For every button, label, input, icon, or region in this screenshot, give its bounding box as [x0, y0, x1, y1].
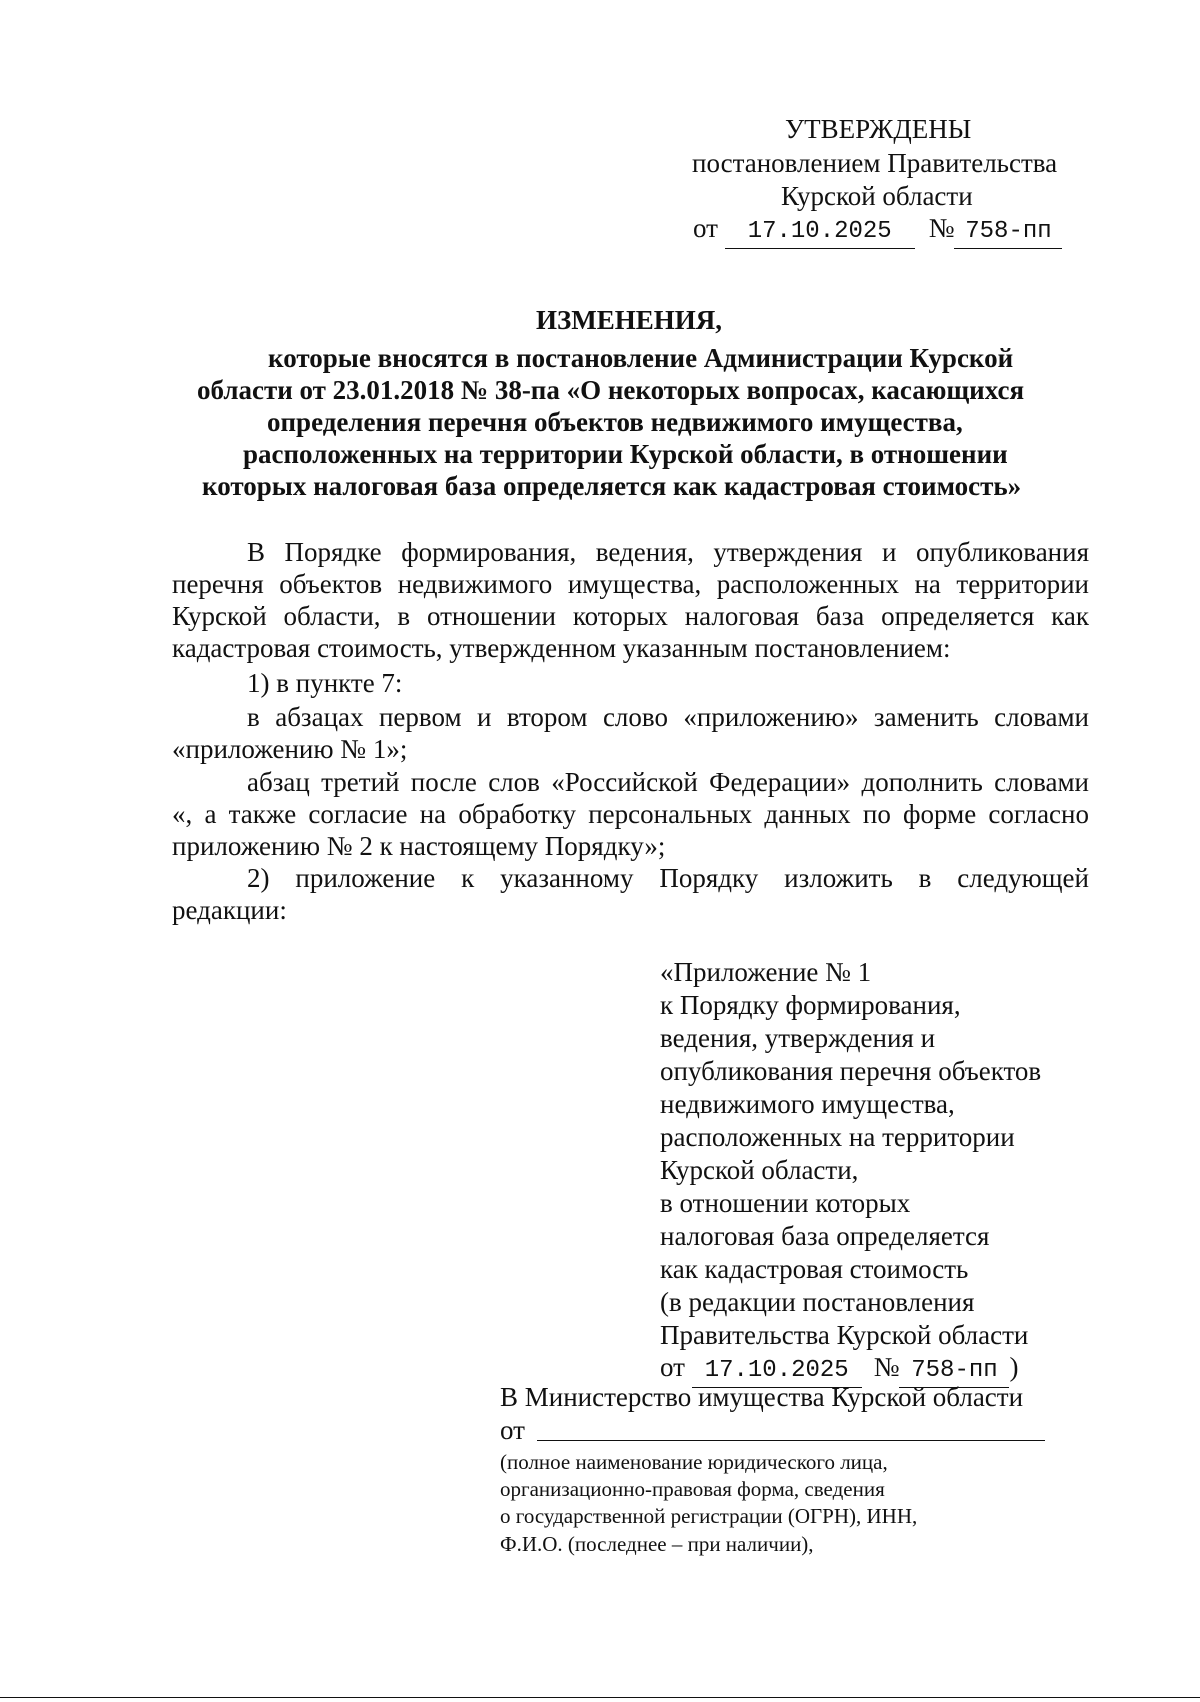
paragraph-line: В Порядке формирования, ведения, утверждения и опубликования — [247, 537, 1089, 567]
appendix-line: налоговая база определяется — [660, 1221, 990, 1251]
approval-number-prefix: № — [928, 213, 955, 243]
paragraph-line: кадастровая стоимость, утвержденном указанным постановлением: — [172, 633, 951, 663]
appendix-date-prefix: от — [660, 1352, 685, 1382]
appendix-close-paren: ) — [1009, 1352, 1019, 1382]
approval-number: 758-пп — [954, 216, 1062, 249]
paragraph-line: «приложению № 1»; — [172, 734, 408, 764]
title-line: которых налоговая база определяется как кадастровая стоимость» — [202, 471, 1022, 501]
appendix-line: расположенных на территории — [660, 1122, 1015, 1152]
appendix-line: в отношении которых — [660, 1188, 911, 1218]
appendix-date: 17.10.2025 — [692, 1355, 862, 1388]
appendix-line: как кадастровая стоимость — [660, 1254, 969, 1284]
paragraph-line: Курской области, в отношении которых налоговая база определяется как — [172, 601, 1089, 631]
appendix-line: опубликования перечня объектов — [660, 1056, 1042, 1086]
scan-edge-line — [0, 1697, 1200, 1698]
form-from-label: от — [500, 1415, 525, 1445]
title-line: которые вносятся в постановление Администрации Курской — [268, 343, 1014, 373]
form-hint-line: организационно-правовая форма, сведения — [500, 1477, 885, 1501]
form-hint-line: о государственной регистрации (ОГРН), ИНН, — [500, 1504, 918, 1528]
appendix-line: недвижимого имущества, — [660, 1089, 955, 1119]
form-hint-line: (полное наименование юридического лица, — [500, 1450, 888, 1474]
appendix-line: (в редакции постановления — [660, 1287, 975, 1317]
appendix-number: 758-пп — [899, 1355, 1009, 1388]
title-line: определения перечня объектов недвижимого имущества, — [267, 407, 963, 437]
approval-date-line — [693, 212, 1062, 249]
title-line: расположенных на территории Курской области, в отношении — [243, 439, 1008, 469]
paragraph-line: абзац третий после слов «Российской Федерации» дополнить словами — [247, 767, 1089, 797]
form-addressee: В Министерство имущества Курской области — [500, 1382, 1024, 1412]
appendix-line: ведения, утверждения и — [660, 1023, 936, 1053]
approval-region: Курской области — [781, 181, 973, 211]
appendix-line: к Порядку формирования, — [660, 990, 961, 1020]
paragraph-line: «, а также согласие на обработку персональных данных по форме согласно — [172, 799, 1089, 829]
appendix-line: Правительства Курской области — [660, 1320, 1029, 1350]
paragraph-line: перечня объектов недвижимого имущества, расположенных на территории — [172, 569, 1089, 599]
paragraph-line: редакции: — [172, 895, 287, 925]
title-line: области от 23.01.2018 № 38-па «О некоторых вопросах, касающихся — [197, 375, 1025, 405]
paragraph-line: в абзацах первом и втором слово «приложению» заменить словами — [247, 702, 1089, 732]
appendix-line: «Приложение № 1 — [660, 957, 872, 987]
approval-heading: УТВЕРЖДЕНЫ — [785, 114, 972, 144]
paragraph-line: 2) приложение к указанному Порядку изложить в следующей — [247, 863, 1089, 893]
form-hint-line: Ф.И.О. (последнее – при наличии), — [500, 1532, 814, 1556]
approval-date-prefix: от — [693, 213, 718, 243]
list-item-1: 1) в пункте 7: — [247, 668, 403, 698]
appendix-number-prefix: № — [873, 1352, 900, 1382]
title-heading: ИЗМЕНЕНИЯ, — [536, 305, 723, 335]
approval-date: 17.10.2025 — [725, 216, 915, 249]
appendix-line: Курской области, — [660, 1155, 859, 1185]
form-from-field[interactable] — [537, 1440, 1045, 1441]
paragraph-line: приложению № 2 к настоящему Порядку»; — [172, 831, 666, 861]
approval-authority: постановлением Правительства — [692, 148, 1058, 178]
